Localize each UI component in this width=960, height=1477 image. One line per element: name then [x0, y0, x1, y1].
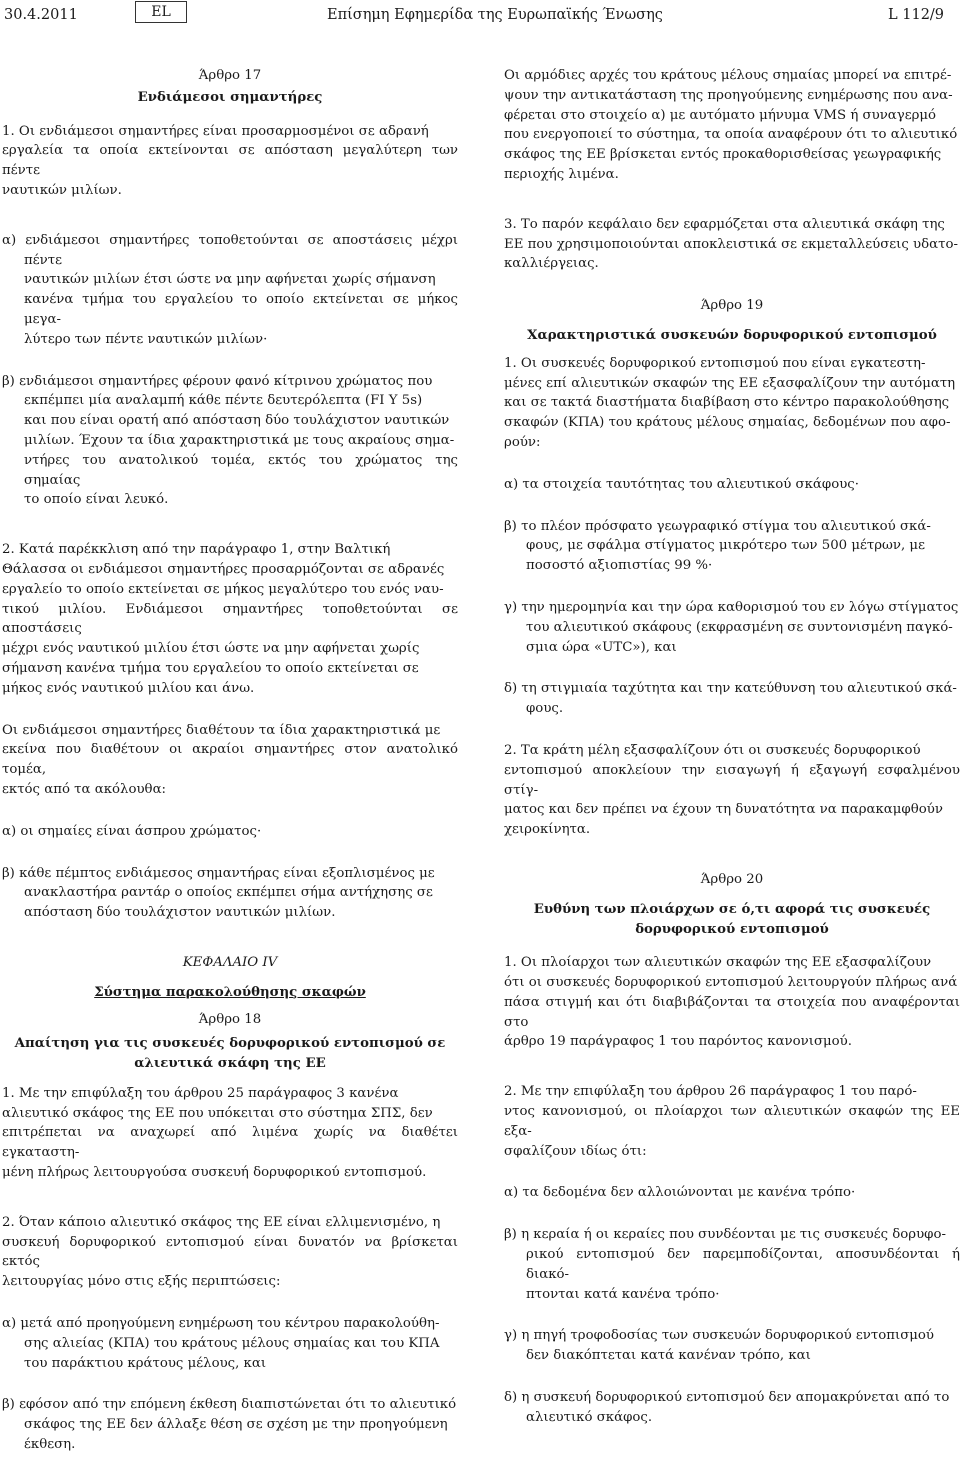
- article-19-para-1: 1. Οι συσκευές δορυφορικού εντοπισμού που είναι εγκατεστη- μένες επί αλιευτικών σκαφών της ΕΕ εξασφαλίζουν την αυτόματη και σε τακτά διαστήματα διαβίβαση στο κέντρο παρακολούθησης σκαφών (ΚΠΑ) του κράτους μέλους σημαίας, δεδομένων που αφο- ρούν:: [504, 355, 956, 450]
- article-17-para-2: 2. Κατά παρέκκλιση από την παράγραφο 1, στην Βαλτική Θάλασσα οι ενδιάμεσοι σημαντήρες προσαρμόζονται σε αδρανές εργαλείο το οποίο εκτείνεται σε μήκος μεγαλύτερο του ενός ναυ- τικού μιλίου. Ενδιάμεσοι σημαντήρες τοποθετούνται σε αποστάσεις μέχρι ενός ναυτικού μιλίου έτσι ώστε να μην αφήνεται χωρίς σήμανση κανένα τμήμα του εργαλείου το οποίο εκτείνεται σε μήκος ενός ναυτικού μιλίου και άνω.: [2, 542, 458, 696]
- issue-date: 30.4.2011: [4, 7, 78, 23]
- left-column: [2, 66, 458, 1477]
- chapter-label: ΚΕΦΑΛΑΙΟ IV: [182, 954, 278, 970]
- article-20-item-a: α) τα δεδομένα δεν αλλοιώνονται με κανένα τρόπο·: [504, 1185, 856, 1201]
- language-badge: EL: [135, 1, 187, 23]
- article-19-item-c: γ) την ημερομηνία και την ώρα καθορισμού του εν λόγω στίγματος του αλιευτικού σκάφους (εκφρασμένη σε συντονισμένη παγκό- σμια ώρα «UTC»), και: [504, 599, 959, 655]
- journal-title: Επίσημη Εφημερίδα της Ευρωπαϊκής Ένωσης: [327, 7, 663, 23]
- article-19-item-b: β) το πλέον πρόσφατο γεωγραφικό στίγμα του αλιευτικού σκά- φους, με σφάλμα στίγματος μικρότερο των 500 μέτρων, με ποσοστό αξιοπιστίας 99 %·: [504, 518, 931, 574]
- article-19-number: Άρθρο 19: [700, 298, 764, 314]
- article-18-para-1: 1. Με την επιφύλαξη του άρθρου 25 παράγραφος 3 κανένα αλιευτικό σκάφος της ΕΕ που υπόκειται στο σύστημα ΣΠΣ, δεν επιτρέπεται να αναχωρεί από λιμένα χωρίς να διαθέτει εγκαταστη- μένη πλήρως λειτουργούσα συσκευή δορυφορικού εντοπισμού.: [2, 1085, 458, 1181]
- article-17-para-3-item-b: β) κάθε πέμπτος ενδιάμεσος σημαντήρας είναι εξοπλισμένος με ανακλαστήρα ραντάρ ο οποίος εκπέμπει σήμα αντήχησης σε απόσταση δύο τουλάχιστον ναυτικών μιλίων.: [2, 865, 435, 921]
- article-20-number: Άρθρο 20: [700, 871, 764, 887]
- article-19-heading: Χαρακτηριστικά συσκευών δορυφορικού εντοπισμού: [527, 327, 937, 343]
- article-18-number: Άρθρο 18: [198, 1012, 262, 1028]
- article-17-para-1: 1. Οι ενδιάμεσοι σημαντήρες είναι προσαρμοσμένοι σε αδρανή εργαλεία τα οποία εκτείνονται σε απόσταση μεγαλύτερη των πέντε ναυτικών μιλίων.: [2, 123, 458, 198]
- article-18-para-2-item-b: β) εφόσον από την επόμενη έκθεση διαπιστώνεται ότι το αλιευτικό σκάφος της ΕΕ δεν άλλαξε θέση σε σχέση με την προηγούμενη έκθεση.: [2, 1397, 457, 1453]
- chapter-title: Σύστημα παρακολούθησης σκαφών: [94, 984, 366, 1000]
- article-17-item-b: β) ενδιάμεσοι σημαντήρες φέρουν φανό κίτρινου χρώματος που εκπέμπει μία αναλαμπή κάθε πέντε δευτερόλεπτα (FI Y 5s) και που είναι ορατή από απόσταση δύο τουλάχιστον ναυτικών μιλίων. Έχουν τα ίδια χαρακτηριστικά με τους ακραίους σημα- ντήρες του ανατολικού τομέα, εκτός του χρώματος της σημαίας το οποίο είναι λευκό.: [2, 373, 458, 508]
- article-18-para-3: 3. Το παρόν κεφάλαιο δεν εφαρμόζεται στα αλιευτικά σκάφη της ΕΕ που χρησιμοποιούνται αποκλειστικά σε εκμεταλλεύσεις υδατο- καλλιέργειας.: [504, 216, 958, 272]
- article-17-para-3: Οι ενδιάμεσοι σημαντήρες διαθέτουν τα ίδια χαρακτηριστικά με εκείνα που διαθέτουν οι ακραίοι σημαντήρες στον ανατολικό τομέα, εκτός από τα ακόλουθα:: [2, 722, 458, 797]
- article-17-item-a: α) ενδιάμεσοι σημαντήρες τοποθετούνται σε αποστάσεις μέχρι πέντε ναυτικών μιλίων έτσι ώστε να μην αφήνεται χωρίς σήμανση κανένα τμήμα του εργαλείου το οποίο εκτείνεται σε μήκος μεγα- λύτερο των πέντε ναυτικών μιλίων·: [2, 232, 458, 347]
- article-18-para-2: 2. Όταν κάποιο αλιευτικό σκάφος της ΕΕ είναι ελλιμενισμένο, η συσκευή δορυφορικού εντοπισμού είναι δυνατόν να βρίσκεται εκτός λειτουργίας μόνο στις εξής περιπτώσεις:: [2, 1214, 458, 1290]
- article-19-item-d: δ) τη στιγμιαία ταχύτητα και την κατεύθυνση του αλιευτικού σκά- φους.: [504, 681, 957, 717]
- right-column: [504, 66, 960, 1450]
- article-20-para-1: 1. Οι πλοίαρχοι των αλιευτικών σκαφών της ΕΕ εξασφαλίζουν ότι οι συσκευές δορυφορικού εντοπισμού λειτουργούν πλήρως ανά πάσα στιγμή και ότι διαβιβάζονται τα στοιχεία που αναφέρονται στο άρθρο 19 παράγραφος 1 του παρόντος κανονισμού.: [504, 955, 960, 1050]
- article-20-heading: Ευθύνη των πλοιάρχων σε ό,τι αφορά τις συσκευές δορυφορικού εντοπισμού: [533, 901, 931, 937]
- article-18-para-2-item-a: α) μετά από προηγούμενη ενημέρωση του κέντρου παρακολούθη- σης αλιείας (ΚΠΑ) του κράτους μέλους σημαίας και του ΚΠΑ του παράκτιου κράτους μέλους, και: [2, 1316, 440, 1371]
- article-19-item-a: α) τα στοιχεία ταυτότητας του αλιευτικού σκάφους·: [504, 476, 859, 492]
- page-reference: L 112/9: [888, 7, 945, 23]
- article-20-item-c: γ) η πηγή τροφοδοσίας των συσκευών δορυφορικού εντοπισμού δεν διακόπτεται κατά κανέναν τρόπο, και: [504, 1328, 935, 1364]
- article-20-item-d: δ) η συσκευή δορυφορικού εντοπισμού δεν απομακρύνεται από το αλιευτικό σκάφος.: [504, 1390, 950, 1425]
- article-17-para-3-item-a: α) οι σημαίες είναι άσπρου χρώματος·: [2, 823, 262, 839]
- article-20-para-2: 2. Με την επιφύλαξη του άρθρου 26 παράγραφος 1 του παρό- ντος κανονισμού, οι πλοίαρχοι των αλιευτικών σκαφών της ΕΕ εξα- σφαλίζουν ιδίως ότι:: [504, 1084, 960, 1159]
- article-18-continuation: Οι αρμόδιες αρχές του κράτους μέλους σημαίας μπορεί να επιτρέ- ψουν την αντικατάσταση της προηγούμενης ενημέρωσης που ανα- φέρεται στο στοιχείο α) με αυτόματο μήνυμα VMS ή συναγερμό που ενεργοποιεί το σύστημα, τα οποία αναφέρουν ότι το αλιευτικό σκάφος της ΕΕ βρίσκεται εντός προκαθορισθείσας γεωγραφικής περιοχής λιμένα.: [504, 68, 958, 182]
- article-17-heading: Ενδιάμεσοι σημαντήρες: [137, 89, 323, 105]
- article-20-item-b: β) η κεραία ή οι κεραίες που συνδέονται με τις συσκευές δορυφο- ρικού εντοπισμού δεν παρεμποδίζονται, αποσυνδέονται ή διακό- πτονται κατά κανένα τρόπο·: [504, 1227, 960, 1302]
- article-19-para-2: 2. Τα κράτη μέλη εξασφαλίζουν ότι οι συσκευές δορυφορικού εντοπισμού αποκλείουν την εισαγωγή ή εξαγωγή εσφαλμένου στίγ- ματος και δεν πρέπει να έχουν τη δυνατότητα να παρακαμφθούν χειροκίνητα.: [504, 742, 960, 838]
- article-18-heading: Απαίτηση για τις συσκευές δορυφορικού εντοπισμού σε αλιευτικά σκάφη της ΕΕ: [14, 1036, 446, 1072]
- article-17-number: Άρθρο 17: [198, 68, 262, 83]
- page-header: [0, 0, 960, 40]
